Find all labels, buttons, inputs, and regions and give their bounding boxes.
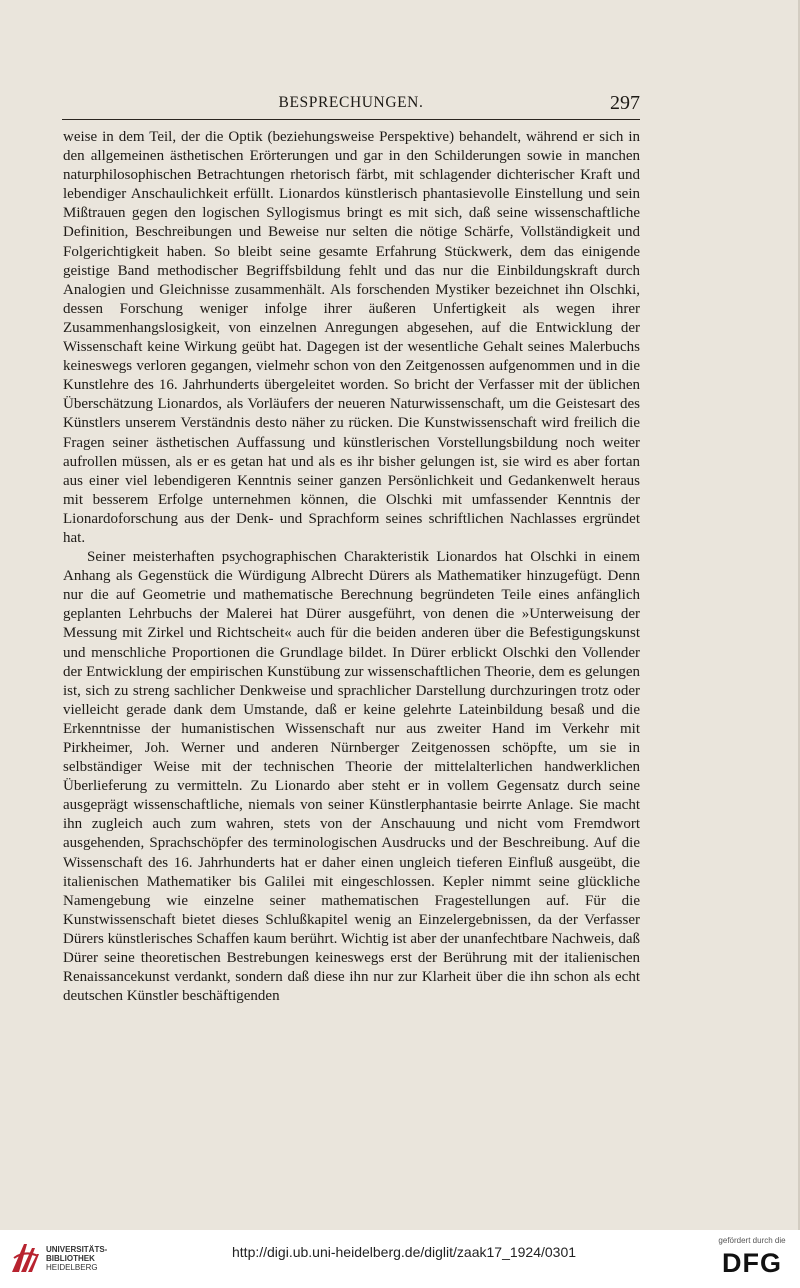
university-library-logo-icon[interactable]	[8, 1238, 42, 1278]
page-number: 297	[610, 92, 640, 114]
running-title: BESPRECHUNGEN.	[278, 94, 424, 111]
body-text	[63, 128, 640, 1006]
footer-bar	[0, 1230, 800, 1288]
library-name-line-3: HEIDELBERG	[46, 1263, 98, 1272]
library-name-line-2: BIBLIOTHEK	[46, 1254, 95, 1263]
sponsor[interactable]	[712, 1236, 792, 1277]
library-name-line-1: UNIVERSITÄTS-	[46, 1245, 108, 1254]
page-url-link[interactable]: http://digi.ub.uni-heidelberg.de/diglit/zaak17_1924/0301	[232, 1244, 577, 1260]
library-logo-graphic	[8, 1238, 42, 1278]
running-head	[62, 92, 640, 120]
paragraph-1: weise in dem Teil, der die Optik (beziehungsweise Perspektive) behandelt, während er sich in den allgemeinen ästhetischen Erörterungen und gar in den Schilderungen sowie in manchen naturphilosophischen Betrachtungen rhetorisch färbt, mit schlagender dichterischer Kraft und lebendiger Anschaulichkeit erfüllt. Lionardos künstlerisch phantasievolle Einstellung und sein Mißtrauen gegen den logischen Syllogismus bringt es mit sich, daß seine wissenschaftliche Definition, Beschreibungen und Beweise nur selten die nötige Schärfe, Vollständigkeit und Folgerichtigkeit haben. So bleibt seine gesamte Erfahrung Stückwerk, dem das einigende geistige Band methodischer Begriffsbildung fehlt und das nur die Einbildungskraft durch Analogien und Gleichnisse zusammenhält. Als forschenden Mystiker bezeichnet ihn Olschki, dessen Forschung weniger infolge ihrer äußeren Unfertigkeit als wegen ihrer Zusammenhangslosigkeit, von einzelnen Anregungen abgesehen, auf die Entwicklung der Wissenschaft keine Wirkung geübt hat. Dagegen ist der wesentliche Gehalt seines Malerbuchs keineswegs verloren gegangen, vielmehr schon von den Zeitgenossen aufgenommen und in die Kunstlehre des 16. Jahrhunderts übergeleitet worden. So bricht der Verfasser mit der üblichen Überschätzung Lionardos, als Vorläufers der neueren Naturwissenschaft, um die Geistesart des Künstlers unserem Verständnis desto näher zu rücken. Die Kunstwissenschaft wird freilich die Fragen seiner ästhetischen Auffassung und künstlerischen Vorstellungsbildung noch weiter aufrollen müssen, als er es getan hat und als es ihr bisher gelungen ist, sie wird es aber fortan aus einer viel lebendigeren Kenntnis seiner ganzen Persönlichkeit und Gedankenwelt heraus mit besserem Erfolge unternehmen können, die Olschki mit umfassender Kenntnis der Lionardoforschung aus der Denk- und Sprachform seines schriftlichen Nachlasses ergründet hat.	[63, 129, 640, 546]
library-name[interactable]	[46, 1245, 107, 1272]
paragraph-2: Seiner meisterhaften psychographischen Charakteristik Lionardos hat Olschki in einem Anhang als Gegenstück die Würdigung Albrecht Dürers als Mathematiker hinzugefügt. Denn nur die auf Geometrie und mathematische Berechnung begründeten Teile eines anfänglich geplanten Lehrbuchs der Malerei hat Dürer ausgeführt, von denen die »Unterweisung der Messung mit Zirkel und Richtscheit« auch für die beiden anderen über die Befestigungskunst und menschliche Proportionen die Grundlage bildet. In Dürer erblickt Olschki den Vollender der Entwicklung der empirischen Kunstübung zur wissenschaftlichen Theorie, dem es gelungen ist, sich zu streng sachlicher Denkweise und sprachlicher Darstellung durchzuringen trotz oder vielleicht gerade dank dem Umstande, daß er keine gelehrte Lateinbildung besaß und die Erkenntnisse der humanistischen Wissenschaft nur aus zweiter Hand im Verkehr mit Pirkheimer, Joh. Werner und anderen Nürnberger Zeitgenossen schöpfte, um sie in selbständiger Weise mit der technischen Theorie der mittelalterlichen handwerklichen Überlieferung zu vermitteln. Zu Lionardo aber steht er in vollem Gegensatz durch seine ausgeprägt wissenschaftliche, niemals von seiner Künstlerphantasie beirrte Anlage. Sie macht ihn zugleich auch zum wahren, stets von der Anschauung und nicht vom Fremdwort ausgehenden, Sprachschöpfer des terminologischen Ausdrucks und der Beschreibung. Auf die Wissenschaft des 16. Jahrhunderts hat er daher einen ungleich tieferen Einfluß ausgeübt, die italienischen Mathematiker bis Galilei mit eingeschlossen. Kepler nimmt seine glückliche Namengebung wie einzelne seiner mathematischen Fragestellungen auf. Für die Kunstwissenschaft bietet dieses Schlußkapitel wenig an Einzelergebnissen, da der Verfasser Dürers künstlerisches Schaffen kaum berührt. Wichtig ist aber der unanfechtbare Nachweis, daß Dürer seine theoretischen Bestrebungen keineswegs erst der Berührung mit der italienischen Renaissancekunst verdankt, sondern daß diese ihn nur zur Klarheit über die ihn schon als echt deutschen Künstler beschäftigenden	[63, 549, 640, 1005]
sponsor-label: gefördert durch die	[718, 1236, 786, 1245]
dfg-logo-icon: DFG	[722, 1248, 782, 1278]
